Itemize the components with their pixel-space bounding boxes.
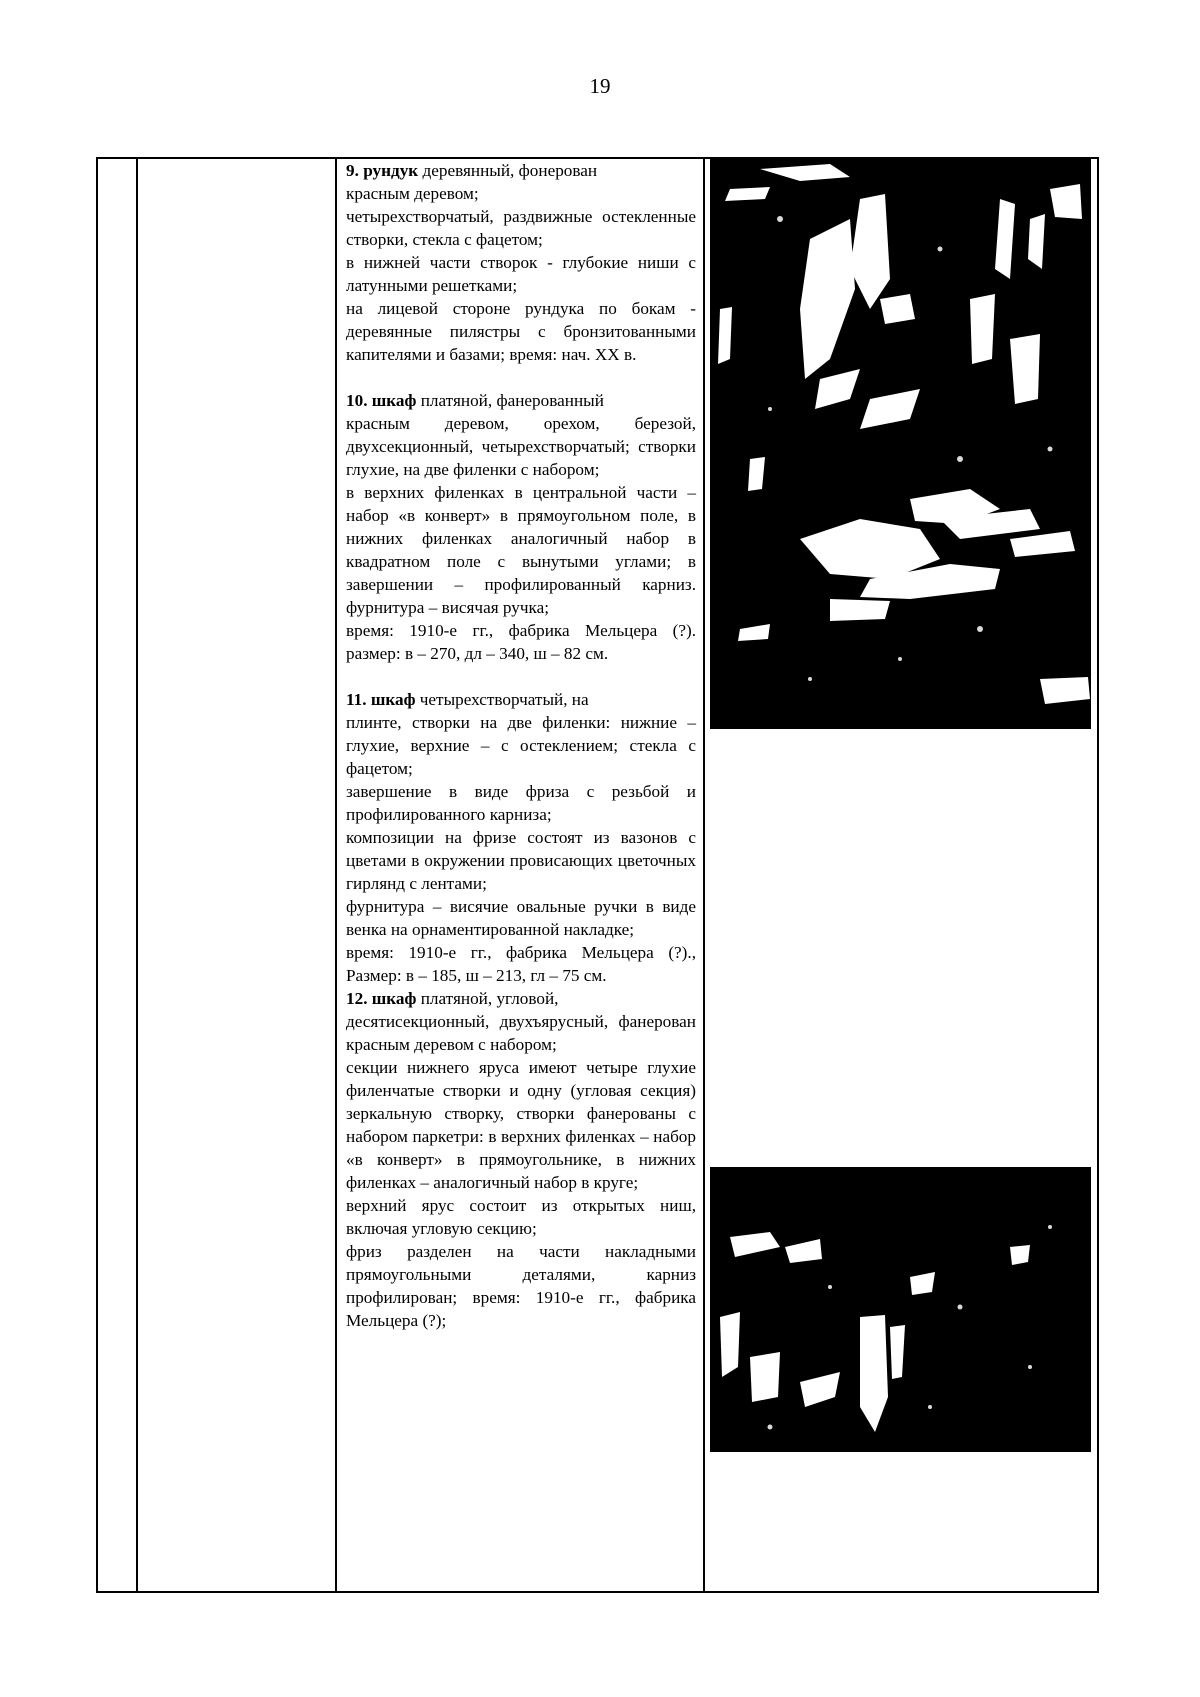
- page-number: 19: [589, 74, 611, 98]
- entry-10: [346, 389, 696, 665]
- entry-text: деревянный, фонерован: [422, 161, 598, 180]
- entry-heading: [346, 987, 696, 1010]
- photo-rundook-cabinet: [710, 159, 1091, 729]
- entry-title: рундук: [363, 161, 419, 180]
- photo-corner-wardrobe: [710, 1167, 1091, 1452]
- entry-line: время: 1910-е гг., фабрика Мельцера (?)., Размер: в – 185, ш – 213, гл – 75 см.: [346, 943, 696, 985]
- entry-line: в верхних филенках в центральной части – набор «в конверт» в прямоугольном поле, в нижних филенках аналогичный набор в квадратном поле с вынутыми углами; в завершении – профилированный карниз. фурнитура – висячая ручка;: [346, 483, 696, 617]
- entry-line: четырехстворчатый, раздвижные остекленные створки, стекла с фацетом;: [346, 207, 696, 249]
- entry-heading: [346, 688, 696, 711]
- entry-number: 11.: [346, 690, 367, 709]
- entry-number: 9.: [346, 161, 359, 180]
- entry-title: шкаф: [370, 690, 416, 709]
- entry-line: плинте, створки на две филенки: нижние – глухие, верхние – с остеклением; стекла с фацетом;: [346, 713, 696, 778]
- entry-text: платяной, фанерованный: [420, 391, 604, 410]
- entry-12: [346, 987, 696, 1332]
- entry-text: четырехстворчатый, на: [419, 690, 589, 709]
- entry-line: красным деревом, орехом, березой, двухсекционный, четырехстворчатый; створки глухие, на две филенки с набором;: [346, 414, 696, 479]
- photo-image: [710, 1167, 1091, 1452]
- entry-line: секции нижнего яруса имеют четыре глухие филенчатые створки и одну (угловая секция) зеркальную створку, створки фанерованы с набором паркетри: в верхних филенках – набор «в конверт» в прямоугольнике, в нижних филенках – аналогичный набор в круге;: [346, 1058, 696, 1192]
- entry-line: время: 1910-е гг., фабрика Мельцера (?). размер: в – 270, дл – 340, ш – 82 см.: [346, 621, 696, 663]
- entry-line: на лицевой стороне рундука по бокам - деревянные пилястры с бронзитованными капителями и базами; время: нач. XX в.: [346, 299, 696, 364]
- entry-line: десятисекционный, двухъярусный, фанерован красным деревом с набором;: [346, 1012, 696, 1054]
- photo-image: [710, 159, 1091, 729]
- column-divider: [335, 159, 337, 1591]
- entry-line: композиции на фризе состоят из вазонов с цветами в окружении провисающих цветочных гирлянд с лентами;: [346, 828, 696, 893]
- entry-line: в нижней части створок - глубокие ниши с латунными решетками;: [346, 253, 696, 295]
- entry-number: 10.: [346, 391, 368, 410]
- entry-title: шкаф: [371, 391, 417, 410]
- entry-heading: [346, 389, 696, 412]
- entry-title: шкаф: [371, 989, 417, 1008]
- column-divider: [703, 159, 705, 1591]
- entry-number: 12.: [346, 989, 368, 1008]
- entry-line: красным деревом;: [346, 184, 479, 203]
- entry-11: [346, 688, 696, 987]
- entry-line: завершение в виде фриза с резьбой и профилированного карниза;: [346, 782, 696, 824]
- entry-9: [346, 159, 696, 366]
- entry-line: фурнитура – висячие овальные ручки в виде венка на орнаментированной накладке;: [346, 897, 696, 939]
- entry-text: платяной, угловой,: [420, 989, 559, 1008]
- entry-line: фриз разделен на части накладными прямоугольными деталями, карниз профилирован; время: 1910-е гг., фабрика Мельцера (?);: [346, 1242, 696, 1330]
- entry-heading: [346, 159, 696, 182]
- column-divider: [136, 159, 138, 1591]
- description-column: [346, 159, 696, 1332]
- entry-line: верхний ярус состоит из открытых ниш, включая угловую секцию;: [346, 1196, 696, 1238]
